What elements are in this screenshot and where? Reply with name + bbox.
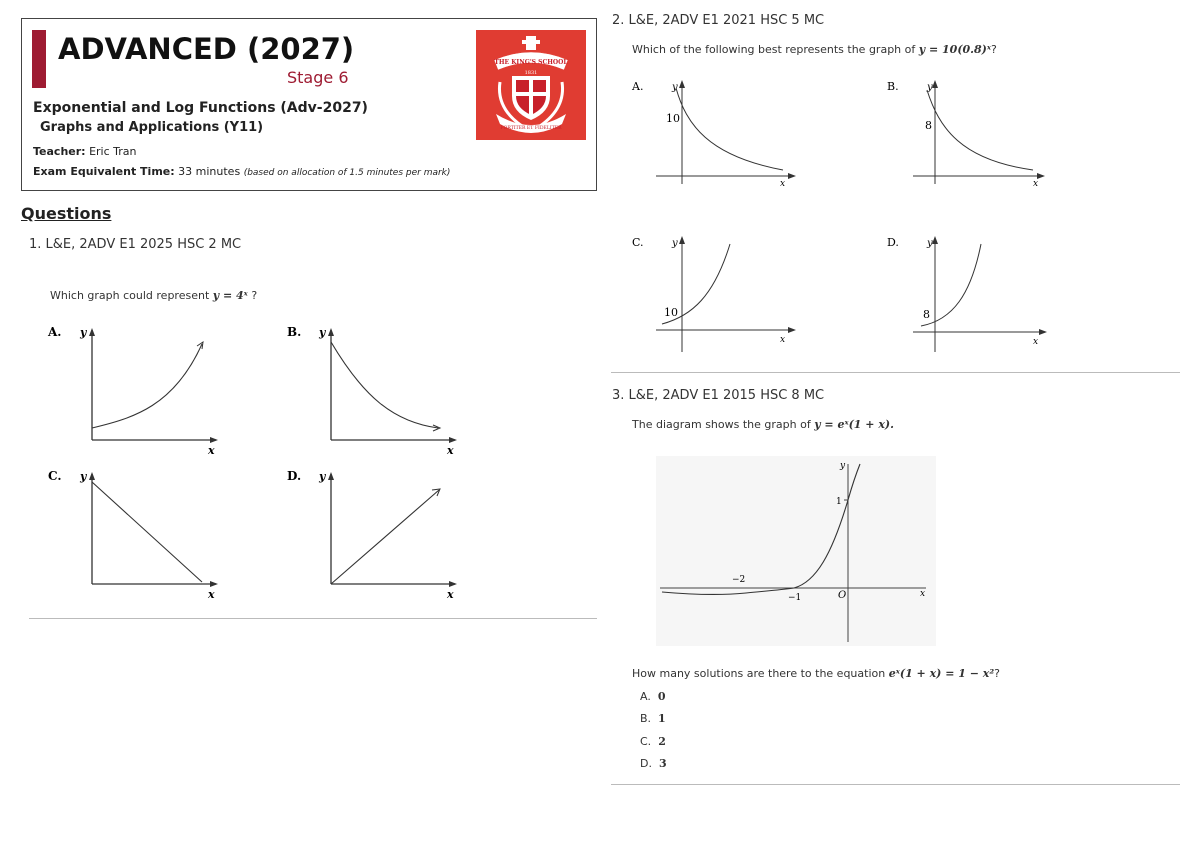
q2-graph-d-label: D. bbox=[887, 236, 899, 249]
crest-year: 1831 bbox=[524, 70, 538, 76]
q2-equation: y = 10(0.8)ˣ bbox=[918, 43, 992, 56]
q2-graph-b-ylabel: y bbox=[927, 82, 933, 93]
q3-option-b-label: B. bbox=[640, 712, 652, 725]
crest-top-text: THE KING'S SCHOOL bbox=[494, 59, 568, 66]
q2-graph-d-xlabel: x bbox=[1033, 337, 1039, 347]
q3-diagram-ytick: 1 bbox=[836, 497, 842, 507]
q1-heading: 1. L&E, 2ADV E1 2025 HSC 2 MC bbox=[29, 237, 242, 252]
q3-option-d-label: D. bbox=[640, 757, 652, 770]
q1-divider bbox=[29, 618, 597, 619]
exam-time-note: (based on allocation of 1.5 minutes per mark) bbox=[243, 168, 451, 178]
q1-suffix: ? bbox=[247, 289, 258, 302]
q2-heading: 2. L&E, 2ADV E1 2021 HSC 5 MC bbox=[612, 13, 825, 28]
stage-label: Stage 6 bbox=[287, 68, 349, 87]
q2-prompt-line bbox=[632, 43, 997, 56]
q2-graph-a-intercept: 10 bbox=[666, 112, 680, 125]
q1-graph-d-label: D. bbox=[287, 469, 302, 483]
q1-graph-a-xlabel: x bbox=[208, 444, 215, 457]
q2-graph-a-xlabel: x bbox=[780, 179, 786, 189]
subtopic-title: Graphs and Applications (Y11) bbox=[40, 120, 264, 135]
q1-graph-b-xlabel: x bbox=[447, 444, 454, 457]
q1-graph-c-ylabel: y bbox=[80, 470, 87, 483]
q3-option-c-value: 2 bbox=[658, 735, 666, 748]
q3-diagram bbox=[656, 456, 936, 646]
q2-graph-a-ylabel: y bbox=[672, 82, 678, 93]
teacher-label: Teacher: bbox=[33, 145, 86, 158]
q1-graph-a-ylabel: y bbox=[80, 326, 87, 339]
q2-divider bbox=[611, 372, 1180, 373]
q2-graph-d bbox=[883, 234, 1053, 354]
q1-graph-c-label: C. bbox=[48, 469, 62, 483]
q3-diagram-xlabel: x bbox=[920, 589, 926, 599]
q3-option-a-value: 0 bbox=[657, 690, 666, 703]
topic-title: Exponential and Log Functions (Adv-2027) bbox=[33, 100, 368, 116]
accent-bar bbox=[32, 30, 46, 88]
q1-graph-c-xlabel: x bbox=[208, 588, 215, 601]
q3-option-a-label: A. bbox=[640, 690, 651, 703]
q1-graph-d-xlabel: x bbox=[447, 588, 454, 601]
crest-motto: FORTITER ET FIDELITER bbox=[500, 126, 562, 131]
q3-question-equation: eˣ(1 + x) = 1 − x² bbox=[888, 667, 995, 680]
q3-diagram-xtick-a: −2 bbox=[732, 575, 746, 585]
q3-option-a[interactable] bbox=[640, 690, 665, 703]
q3-diagram-origin: O bbox=[838, 590, 847, 601]
q2-graph-b-label: B. bbox=[887, 80, 899, 93]
q2-prompt: Which of the following best represents the graph of bbox=[632, 43, 916, 56]
q2-graph-b bbox=[883, 74, 1053, 194]
q2-graph-a-label: A. bbox=[632, 80, 644, 93]
q3-prompt-line bbox=[632, 418, 894, 431]
exam-time-value: 33 minutes bbox=[178, 165, 241, 178]
q3-prompt: The diagram shows the graph of bbox=[632, 418, 811, 431]
q3-option-b-value: 1 bbox=[658, 712, 666, 725]
q2-graph-c-ylabel: y bbox=[672, 238, 678, 249]
q1-graph-b bbox=[283, 318, 463, 458]
q1-graph-d-ylabel: y bbox=[319, 470, 326, 483]
q3-question-suffix: ? bbox=[994, 667, 1000, 680]
q1-graph-d bbox=[283, 464, 463, 604]
q2-graph-d-ylabel: y bbox=[927, 238, 933, 249]
exam-time-line bbox=[33, 165, 450, 178]
q2-graph-a bbox=[628, 74, 798, 194]
q3-diagram-xtick-b: −1 bbox=[788, 593, 802, 603]
q3-option-d[interactable] bbox=[640, 757, 667, 770]
q3-option-c[interactable] bbox=[640, 735, 666, 748]
q1-graph-a bbox=[44, 318, 224, 458]
q2-graph-c-intercept: 10 bbox=[664, 306, 678, 319]
q3-option-d-value: 3 bbox=[658, 757, 667, 770]
q2-graph-c-xlabel: x bbox=[780, 335, 786, 345]
page-title: ADVANCED (2027) bbox=[58, 32, 355, 66]
questions-heading: Questions bbox=[21, 204, 112, 223]
q2-graph-c-label: C. bbox=[632, 236, 644, 249]
q1-graph-b-ylabel: y bbox=[319, 326, 326, 339]
q3-option-c-label: C. bbox=[640, 735, 652, 748]
exam-time-label: Exam Equivalent Time: bbox=[33, 165, 175, 178]
q1-graph-c bbox=[44, 464, 224, 604]
q2-suffix: ? bbox=[991, 43, 997, 56]
q3-diagram-ylabel: y bbox=[840, 461, 846, 471]
teacher-name: Eric Tran bbox=[89, 145, 137, 158]
q2-graph-b-intercept: 8 bbox=[925, 119, 932, 132]
q3-equation: y = eˣ(1 + x). bbox=[814, 418, 894, 431]
q1-prompt: Which graph could represent bbox=[50, 289, 210, 302]
q1-graph-b-label: B. bbox=[287, 325, 302, 339]
q3-heading: 3. L&E, 2ADV E1 2015 HSC 8 MC bbox=[612, 388, 825, 403]
q3-question-line bbox=[632, 667, 1000, 680]
q2-graph-d-intercept: 8 bbox=[923, 308, 930, 321]
q3-option-b[interactable] bbox=[640, 712, 666, 725]
q1-graph-a-label: A. bbox=[48, 325, 62, 339]
school-crest-logo bbox=[476, 30, 586, 140]
q2-graph-b-xlabel: x bbox=[1033, 179, 1039, 189]
q3-question: How many solutions are there to the equation bbox=[632, 667, 886, 680]
q1-equation: y = 4ˣ bbox=[212, 289, 248, 302]
teacher-line bbox=[33, 145, 136, 158]
q2-graph-c bbox=[628, 234, 798, 354]
q3-divider bbox=[611, 784, 1180, 785]
q1-prompt-line bbox=[50, 289, 257, 302]
